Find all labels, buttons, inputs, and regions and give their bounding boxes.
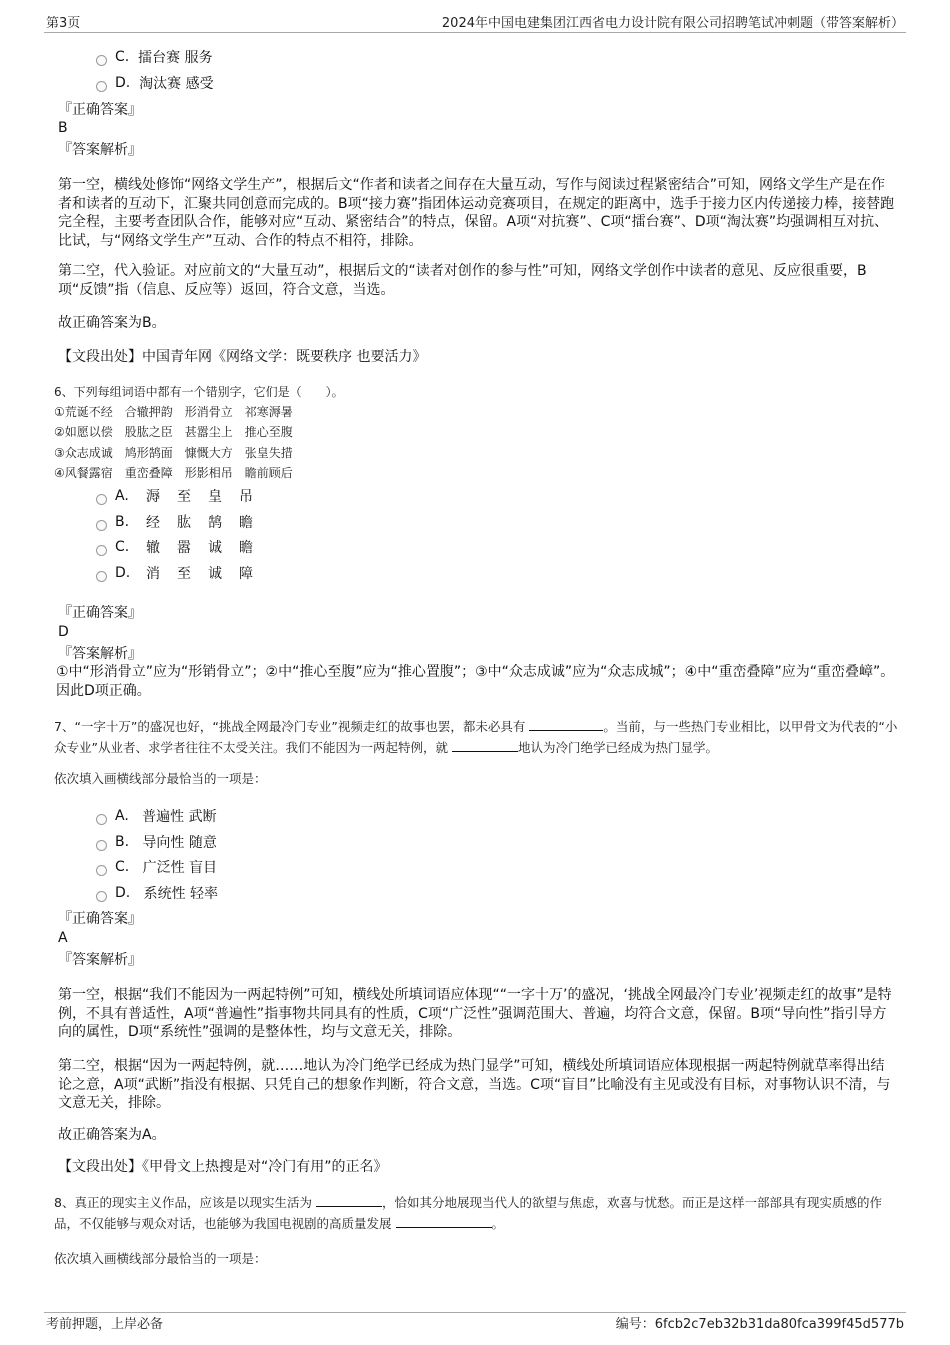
stem-text: ，恰如其分地展现当代人的欲望与焦虑，欢喜与忧愁。而正是这样一部部具有现实质感的作品，不仅能够与观众对话，也能够为我国电视剧的高质量发展 bbox=[54, 1195, 882, 1231]
q5-option-c[interactable] bbox=[96, 47, 213, 67]
option-letter: C. bbox=[115, 539, 130, 555]
option-char: 溽 bbox=[146, 489, 160, 505]
option-letter: B. bbox=[115, 834, 130, 850]
document-id: 编号：6fcb2c7eb32b31da80fca399f45d577b bbox=[615, 1317, 904, 1332]
option-text: 系统性 轻率 bbox=[143, 886, 219, 902]
option-letter: D. bbox=[115, 75, 131, 91]
option-char: 诚 bbox=[208, 566, 222, 582]
q6-row: ④风餐露宿 重峦叠障 形影相吊 瞻前顾后 bbox=[54, 466, 293, 480]
radio-icon[interactable] bbox=[96, 545, 107, 556]
stem-text: 8、真正的现实主义作品，应该是以现实生活为 bbox=[54, 1195, 312, 1210]
option-letter: D. bbox=[115, 565, 131, 581]
option-letter: A. bbox=[115, 808, 129, 824]
q6-option-d[interactable] bbox=[96, 563, 270, 583]
stem-text: 7、“一字十万”的盛况也好，“挑战全网最冷门专业”视频走红的故事也罢，都未必具有 bbox=[54, 719, 526, 734]
option-char: 鹄 bbox=[208, 515, 222, 531]
option-text: 淘汰赛 感受 bbox=[139, 76, 214, 92]
q6-stem: 6、下列每组词语中都有一个错别字，它们是（ ）。 bbox=[54, 385, 344, 399]
option-char: 吊 bbox=[239, 489, 253, 505]
radio-icon[interactable] bbox=[96, 520, 107, 531]
q7-option-b[interactable] bbox=[96, 832, 217, 852]
analysis-label: 『答案解析』 bbox=[58, 646, 142, 662]
answer-value: B bbox=[58, 120, 68, 136]
option-char: 嚣 bbox=[177, 540, 191, 556]
radio-icon[interactable] bbox=[96, 494, 107, 505]
option-char: 肱 bbox=[177, 515, 191, 531]
answer-label: 『正确答案』 bbox=[58, 911, 142, 927]
q8-prompt: 依次填入画横线部分最恰当的一项是： bbox=[54, 1251, 267, 1266]
option-text: 擂台赛 服务 bbox=[138, 50, 213, 66]
option-char: 至 bbox=[177, 566, 191, 582]
stem-text: 。 bbox=[491, 1216, 505, 1231]
q7-stem bbox=[54, 716, 904, 758]
analysis-label: 『答案解析』 bbox=[58, 952, 142, 968]
option-char: 辙 bbox=[146, 540, 160, 556]
source: 【文段出处】中国青年网《网络文学：既要秩序 也要活力》 bbox=[58, 349, 427, 365]
option-char: 消 bbox=[146, 566, 160, 582]
radio-icon[interactable] bbox=[96, 865, 107, 876]
analysis-paragraph: 第二空，根据“因为一两起特例，就……地认为冷门绝学已经成为热门显学”可知，横线处所填词语应体现根据一两起特例就草率得出结论之意，A项“武断”指没有根据、只凭自己的想象作判断，符合文意，当选。C项“盲目”比喻没有主见或没有目标，对事物认识不清，与文意无关，排除。 bbox=[58, 1058, 891, 1111]
answer-value: A bbox=[58, 930, 68, 946]
option-letter: C. bbox=[115, 49, 130, 65]
analysis-paragraph: ①中“形消骨立”应为“形销骨立”；②中“推心至腹”应为“推心置腹”；③中“众志成诚”应为“众志成城”；④中“重峦叠障”应为“重峦叠嶂”。因此D项正确。 bbox=[56, 664, 895, 699]
page-number: 第3页 bbox=[46, 16, 81, 31]
option-text: 普遍性 武断 bbox=[142, 809, 217, 825]
analysis-paragraph: 第一空，横线处修饰“网络文学生产”，根据后文“作者和读者之间存在大量互动，写作与阅读过程紧密结合”可知，网络文学生产是在作者和读者的互动下，汇聚共同创意而完成的。B项“接力赛”指团体运动竞赛项目，在规定的距离中，选手于接力区内传递接力棒，接替跑完全程，主要考查团队合作，能够对应“互动、紧密结合”的特点，保留。A项“对抗赛”、C项“擂台赛”、D项“淘汰赛”均强调相互对抗、比试，与“网络文学生产”互动、合作的特点不相符，排除。 bbox=[58, 177, 895, 249]
option-char: 皇 bbox=[208, 489, 222, 505]
q8-stem bbox=[54, 1192, 904, 1234]
option-letter: B. bbox=[115, 514, 130, 530]
answer-value: D bbox=[58, 624, 69, 640]
q6-option-b[interactable] bbox=[96, 512, 270, 532]
blank bbox=[529, 718, 603, 731]
q7-option-d[interactable] bbox=[96, 883, 218, 903]
blank bbox=[316, 1194, 382, 1207]
blank bbox=[452, 739, 518, 752]
stem-text: 地认为冷门绝学已经成为热门显学。 bbox=[517, 740, 718, 755]
option-char: 至 bbox=[177, 489, 191, 505]
q6-row: ③众志成诚 鸠形鹄面 慷慨大方 张皇失措 bbox=[54, 446, 293, 460]
option-char: 诚 bbox=[208, 540, 222, 556]
radio-icon[interactable] bbox=[96, 814, 107, 825]
blank bbox=[396, 1215, 492, 1228]
document-title: 2024年中国电建集团江西省电力设计院有限公司招聘笔试冲刺题（带答案解析） bbox=[441, 16, 904, 31]
source: 【文段出处】《甲骨文上热搜是对“冷门有用”的正名》 bbox=[58, 1159, 388, 1175]
q6-row: ②如愿以偿 股肱之臣 甚嚣尘上 推心至腹 bbox=[54, 425, 293, 439]
radio-icon[interactable] bbox=[96, 81, 107, 92]
option-text: 广泛性 盲目 bbox=[142, 860, 218, 876]
conclusion: 故正确答案为B。 bbox=[58, 315, 166, 331]
q7-option-c[interactable] bbox=[96, 857, 217, 877]
option-char: 障 bbox=[239, 566, 253, 582]
option-char: 经 bbox=[146, 515, 160, 531]
q5-option-d[interactable] bbox=[96, 73, 214, 93]
radio-icon[interactable] bbox=[96, 571, 107, 582]
conclusion: 故正确答案为A。 bbox=[58, 1127, 166, 1143]
footer-slogan: 考前押题，上岸必备 bbox=[46, 1317, 164, 1332]
option-letter: D. bbox=[115, 885, 131, 901]
radio-icon[interactable] bbox=[96, 840, 107, 851]
q6-option-a[interactable] bbox=[96, 486, 270, 506]
q7-option-a[interactable] bbox=[96, 806, 217, 826]
option-char: 瞻 bbox=[239, 515, 253, 531]
answer-label: 『正确答案』 bbox=[58, 605, 142, 621]
q6-option-c[interactable] bbox=[96, 537, 270, 557]
answer-label: 『正确答案』 bbox=[58, 102, 142, 118]
header-divider bbox=[44, 32, 906, 33]
q6-row: ①荒诞不经 合辙押韵 形消骨立 祁寒溽暑 bbox=[54, 405, 293, 419]
radio-icon[interactable] bbox=[96, 55, 107, 66]
analysis-paragraph: 第一空，根据“我们不能因为一两起特例”可知，横线处所填词语应体现““一字十万’的盛况，‘挑战全网最冷门专业’视频走红的故事”是特例，不具有普适性，A项“普遍性”指事物共同具有的性质，C项“广泛性”强调范围大、普遍，均符合文意，保留。B项“导向性”指引导方向的属性，D项“系统性”强调的是整体性，均与文意无关，排除。 bbox=[58, 987, 892, 1040]
radio-icon[interactable] bbox=[96, 891, 107, 902]
option-char: 瞻 bbox=[239, 540, 253, 556]
option-letter: A. bbox=[115, 488, 129, 504]
analysis-paragraph: 第二空，代入验证。对应前文的“大量互动”，根据后文的“读者对创作的参与性”可知，网络文学创作中读者的意见、反应很重要，B项“反馈”指（信息、反应等）返回，符合文意，当选。 bbox=[58, 263, 867, 298]
q7-prompt: 依次填入画横线部分最恰当的一项是： bbox=[54, 771, 267, 786]
analysis-label: 『答案解析』 bbox=[58, 142, 142, 158]
option-text: 导向性 随意 bbox=[142, 835, 217, 851]
stem-text: 。当前，与一些热门专业相比，以甲骨文为代表的“小众专业”从业者、求学者往往不太受关注。我们不能因为一两起特例，就 bbox=[54, 719, 898, 755]
option-letter: C. bbox=[115, 859, 130, 875]
